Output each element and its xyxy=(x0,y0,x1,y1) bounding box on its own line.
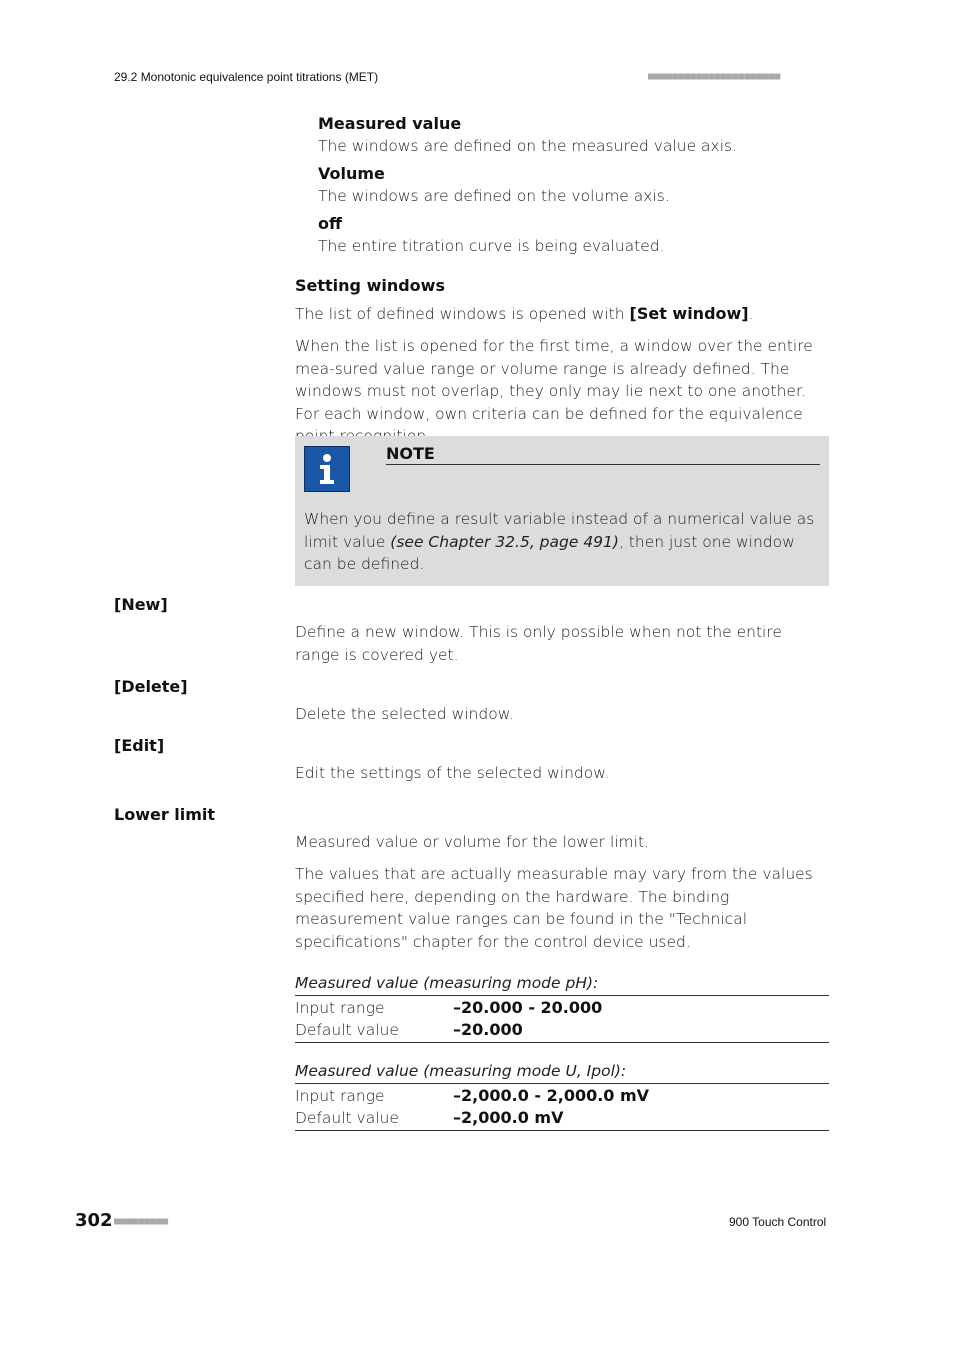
option-term-measured-value: Measured value xyxy=(318,114,462,133)
row-value: –2,000.0 - 2,000.0 mV xyxy=(453,1086,650,1105)
edit-button-label: [Edit] xyxy=(114,736,165,755)
note-box xyxy=(295,436,829,586)
row-key: Input range xyxy=(295,1087,385,1105)
lower-limit-desc: Measured value or volume for the lower limit. xyxy=(295,833,649,851)
set-window-button-ref: [Set window] xyxy=(629,304,749,323)
running-header: 29.2 Monotonic equivalence point titrations (MET) xyxy=(114,70,379,84)
row-value: –20.000 xyxy=(453,1020,523,1039)
new-button-label: [New] xyxy=(114,595,168,614)
range-table-ph xyxy=(295,971,829,1043)
option-term-off: off xyxy=(318,214,342,233)
option-desc-off: The entire titration curve is being evaluated. xyxy=(318,237,665,255)
range-table-u-ipol xyxy=(295,1059,829,1131)
setting-windows-paragraph: When the list is opened for the first time, a window over the entire mea-sured value range or volume range is already defined. The windows must not overlap, they only may lie next to one another. For each window, own criteria can be defined for the equivalence xyxy=(295,337,813,423)
option-term-volume: Volume xyxy=(318,164,385,183)
section-heading: Setting windows xyxy=(295,276,445,295)
options-list xyxy=(318,112,838,258)
table-row xyxy=(295,1107,829,1129)
note-text xyxy=(304,508,819,576)
option-desc-measured-value: The windows are defined on the measured value axis. xyxy=(318,137,738,155)
table-caption: Measured value (measuring mode pH): xyxy=(295,974,599,992)
note-text-end: , then just one window can be defined. xyxy=(304,532,795,573)
intro-end: . xyxy=(748,305,754,323)
footer-dot-bar: ■■■■■■■■■ xyxy=(114,1216,169,1227)
table-row xyxy=(295,997,829,1019)
edit-button-desc: Edit the settings of the selected window. xyxy=(295,764,610,782)
info-icon xyxy=(304,446,350,492)
note-title: NOTE xyxy=(386,444,820,465)
table-row xyxy=(295,1085,829,1107)
intro-text: The list of defined windows is opened with xyxy=(295,305,630,323)
note-text-main: When you define a result variable instead of a numerical value as limit value xyxy=(304,510,815,551)
lower-limit-note: The values that are actually measurable may vary from the values specified here, depending on the hardware. The binding measurement value ranges can be found in the "Technical specifications" chapter for the control device used. xyxy=(295,865,813,951)
new-button-desc: Define a new window. This is only possible when not the entire range is covered yet. xyxy=(295,623,782,664)
table-row xyxy=(295,1019,829,1041)
table-caption: Measured value (measuring mode U, Ipol): xyxy=(295,1062,627,1080)
row-key: Default value xyxy=(295,1109,399,1127)
row-key: Default value xyxy=(295,1021,399,1039)
delete-button-label: [Delete] xyxy=(114,677,188,696)
note-chapter-ref: (see Chapter 32.5, page 491) xyxy=(390,532,619,551)
setting-windows-intro xyxy=(295,303,829,326)
header-dot-bar: ■■■■■■■■■■■■■■■■■■■■■■ xyxy=(648,71,781,82)
row-value: –20.000 - 20.000 xyxy=(453,998,603,1017)
page-number: 302 xyxy=(75,1210,113,1231)
row-value: –2,000.0 mV xyxy=(453,1108,564,1127)
lower-limit-label: Lower limit xyxy=(114,805,216,824)
option-desc-volume: The windows are defined on the volume axis. xyxy=(318,187,670,205)
row-key: Input range xyxy=(295,999,385,1017)
product-name: 900 Touch Control xyxy=(729,1215,827,1229)
delete-button-desc: Delete the selected window. xyxy=(295,705,514,723)
